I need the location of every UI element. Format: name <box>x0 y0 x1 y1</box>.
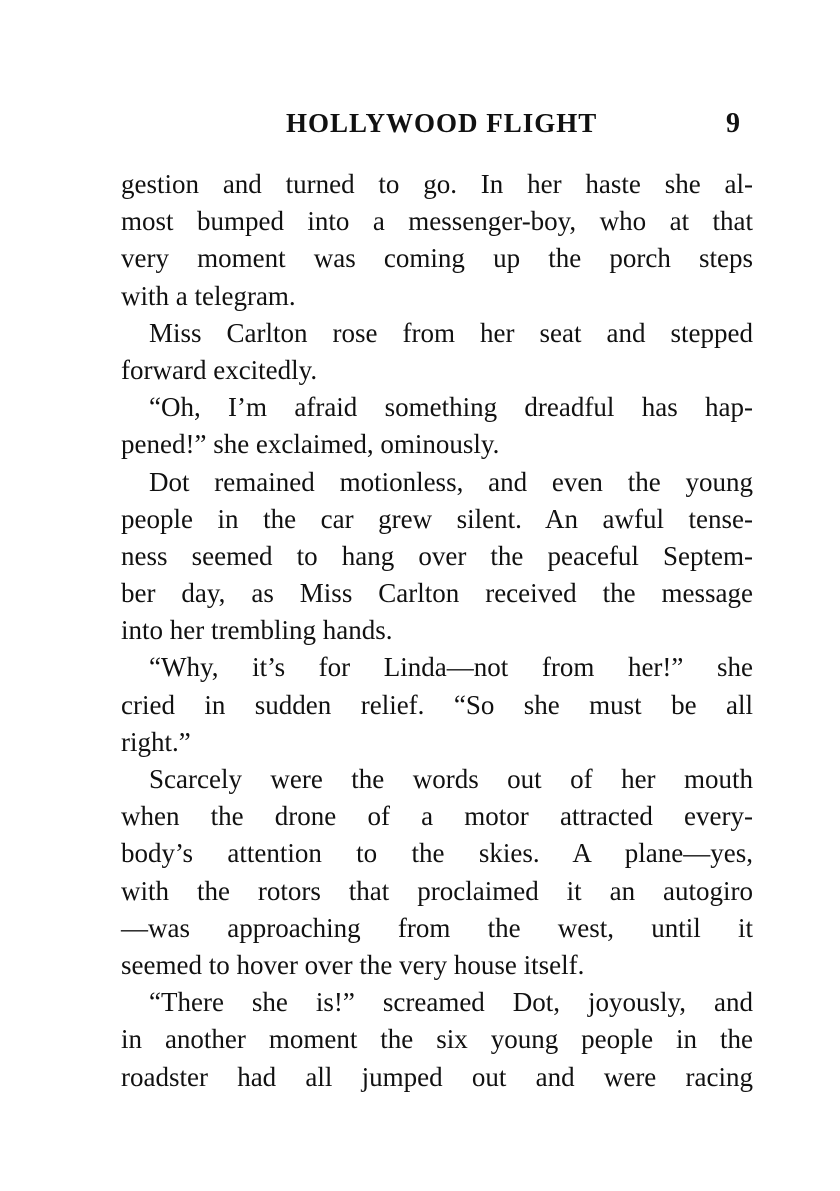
text-line: Dot remained motionless, and even the young <box>149 466 753 497</box>
text-line: right.” <box>121 726 191 757</box>
text-line: most bumped into a messenger-boy, who at that <box>121 206 753 237</box>
text-line: people in the car grew silent. An awful tense- <box>121 503 753 534</box>
text-line: into her trembling hands. <box>121 615 393 646</box>
text-line: pened!” she exclaimed, ominously. <box>121 429 500 460</box>
text-line: roadster had all jumped out and were racing <box>121 1061 753 1092</box>
text-line: “Why, it’s for Linda—not from her!” she <box>149 652 753 683</box>
running-title: HOLLYWOOD FLIGHT <box>286 108 598 138</box>
text-line: body’s attention to the skies. A plane—yes, <box>121 838 753 869</box>
text-line: Miss Carlton rose from her seat and stepped <box>149 317 753 348</box>
text-line: gestion and turned to go. In her haste she al- <box>121 169 753 199</box>
text-line: when the drone of a motor attracted every- <box>121 801 753 832</box>
page-number: 9 <box>726 108 740 139</box>
text-line: with a telegram. <box>121 280 296 311</box>
text-line: ness seemed to hang over the peaceful Septem- <box>121 540 753 571</box>
text-line: very moment was coming up the porch steps <box>121 243 753 274</box>
body-text <box>121 166 753 1096</box>
text-line: “Oh, I’m afraid something dreadful has hap- <box>149 392 753 423</box>
text-line: seemed to hover over the very house itself. <box>121 949 585 980</box>
text-line: with the rotors that proclaimed it an autogiro <box>121 875 753 906</box>
text-line: Scarcely were the words out of her mouth <box>149 764 753 794</box>
text-line: “There she is!” screamed Dot, joyously, and <box>149 987 753 1018</box>
text-line: —was approaching from the west, until it <box>121 912 753 943</box>
text-line: cried in sudden relief. “So she must be all <box>121 689 753 720</box>
text-line: in another moment the six young people in the <box>121 1024 753 1055</box>
page-header <box>0 108 840 148</box>
text-line: ber day, as Miss Carlton received the message <box>121 578 753 609</box>
text-line: forward excitedly. <box>121 354 318 385</box>
